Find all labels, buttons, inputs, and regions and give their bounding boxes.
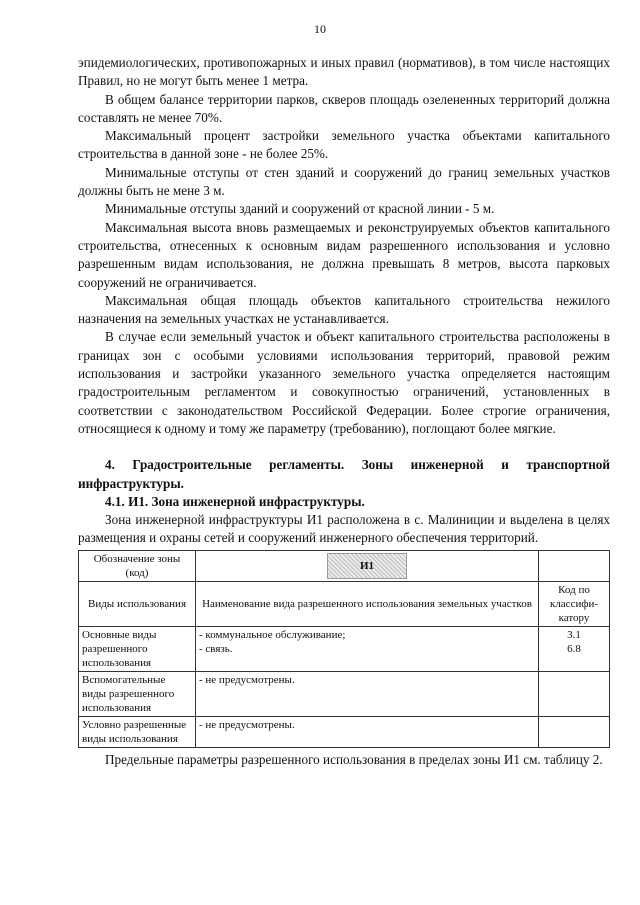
paragraph: В случае если земельный участок и объект капитального строительства расположены в границах зон с особыми условиями использования территорий, правовой режим использования и застройки указанного земельного участка определяется настоящим градостроительным регламентом и совокупностью ограничений, установленных в соответствии с законодательством Российской Федерации. Более строгие ограничения, относящиеся к одному и тому же параметру (требованию), поглощают более мягкие. — [78, 329, 610, 436]
zone-label-cell: Обозначение зоны (код) — [79, 550, 196, 581]
document-body — [78, 54, 610, 769]
table-row — [79, 550, 610, 581]
row-type: Основные виды разрешенного использования — [79, 626, 196, 671]
list-item: - связь. — [199, 642, 233, 655]
paragraph: Минимальные отступы зданий и сооружений от красной линии - 5 м. — [105, 201, 495, 217]
header-name: Наименование вида разрешенного использования земельных участков — [196, 581, 539, 626]
paragraph: эпидемиологических, противопожарных и иных правил (нормативов), в том числе настоящих Правил, но не могут быть менее 1 метра. — [78, 55, 610, 89]
zone-intro: Зона инженерной инфраструктуры И1 расположена в с. Малиниции и выделена в целях размещения и охраны сетей и сооружений инженерного обеспечения территорий. — [78, 512, 610, 546]
row-codes — [539, 626, 610, 671]
empty-cell — [539, 550, 610, 581]
list-item: - коммунальное обслуживание; — [199, 628, 346, 641]
zone-code-badge: И1 — [327, 553, 407, 579]
header-code: Код по классифи-катору — [539, 581, 610, 626]
paragraph: Максимальный процент застройки земельного участка объектами капитального строительства в данной зоне - не более 25%. — [78, 128, 610, 162]
list-item: - не предусмотрены. — [199, 673, 295, 686]
paragraph: Максимальная высота вновь размещаемых и реконструируемых объектов капитального строительства, отнесенных к основным видам разрешенного использования и условно разрешенным видам использования, не должна превышать 8 метров, высота парковых сооружений не ограничивается. — [78, 219, 610, 290]
header-types: Виды использования — [79, 581, 196, 626]
row-items — [196, 626, 539, 671]
list-item: - не предусмотрены. — [199, 718, 295, 731]
table-header-row — [79, 581, 610, 626]
paragraph: В общем балансе территории парков, скверов площадь озелененных территорий должна составлять не менее 70%. — [78, 91, 610, 125]
page-number: 10 — [314, 22, 326, 36]
zone-table — [78, 550, 610, 748]
row-type: Условно разрешенные виды использования — [79, 716, 196, 747]
after-table-text: Предельные параметры разрешенного использования в пределах зоны И1 см. таблицу 2. — [105, 751, 603, 767]
row-type: Вспомогательные виды разрешенного использования — [79, 671, 196, 716]
row-items — [196, 716, 539, 747]
paragraph: Максимальная общая площадь объектов капитального строительства нежилого назначения на земельных участках не устанавливается. — [78, 292, 610, 327]
row-codes — [539, 716, 610, 747]
table-row — [79, 671, 610, 716]
table-row — [79, 626, 610, 671]
table-row — [79, 716, 610, 747]
row-items — [196, 671, 539, 716]
paragraph: Минимальные отступы от стен зданий и сооружений до границ земельных участков должны быть не мене 3 м. — [78, 164, 610, 199]
classifier-code: 3.1 — [567, 628, 581, 641]
section-heading: 4. Градостроительные регламенты. Зоны инженерной и транспортной инфраструктуры. — [78, 457, 610, 491]
zone-code-cell — [196, 550, 539, 581]
classifier-code: 6.8 — [567, 642, 581, 655]
subsection-heading: 4.1. И1. Зона инженерной инфраструктуры. — [105, 493, 365, 509]
row-codes — [539, 671, 610, 716]
